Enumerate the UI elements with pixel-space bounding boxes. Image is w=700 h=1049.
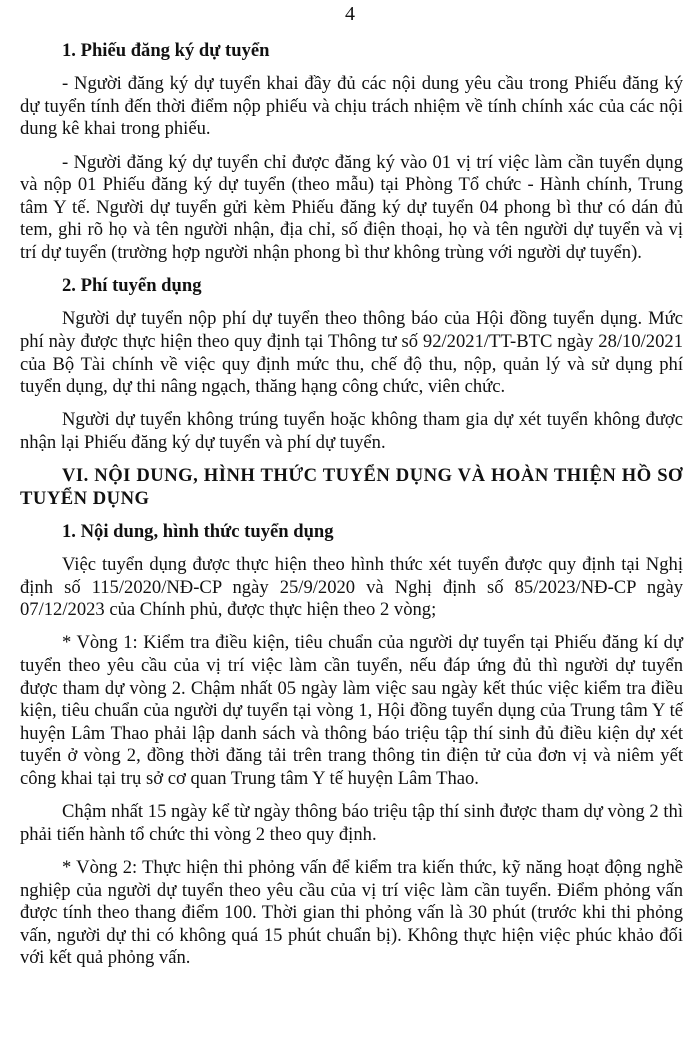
section-heading-recruitment-fee: 2. Phí tuyển dụng	[62, 275, 202, 297]
document-body	[20, 40, 683, 981]
paragraph-round-1: * Vòng 1: Kiểm tra điều kiện, tiêu chuẩn của người dự tuyển tại Phiếu đăng kí dự tuyển theo yêu cầu của vị trí việc làm cần tuyển, nếu đáp ứng đủ thì người dự tuyển được tham dự vòng 2. Chậm nhất 05 ngày làm việc sau ngày kết thúc việc kiểm tra điều kiện, tiêu chuẩn của người dự tuyển tại vòng 1, Hội đồng tuyển dụng của Trung tâm Y tế huyện Lâm Thao phải lập danh sách và thông báo triệu tập thí sinh đủ điều kiện dự xét tuyển ở vòng 2, đồng thời đăng tải trên trang thông tin điện tử của đơn vị và niêm yết công khai tại trụ sở cơ quan Trung tâm Y tế huyện Lâm Thao.	[20, 632, 683, 789]
page-number: 4	[345, 3, 355, 25]
paragraph: - Người đăng ký dự tuyển khai đầy đủ các nội dung yêu cầu trong Phiếu đăng ký dự tuyển tính đến thời điểm nộp phiếu và chịu trách nhiệm về tính chính xác của các nội dung kê khai trong phiếu.	[20, 73, 683, 140]
paragraph: Người dự tuyển nộp phí dự tuyển theo thông báo của Hội đồng tuyển dụng. Mức phí này được thực hiện theo quy định tại Thông tư số 92/2021/TT-BTC ngày 28/10/2021 của Bộ Tài chính về việc quy định mức thu, chế độ thu, nộp, quản lý và sử dụng phí tuyển dụng, dự thi nâng ngạch, thăng hạng công chức, viên chức.	[20, 308, 683, 398]
paragraph: Chậm nhất 15 ngày kể từ ngày thông báo triệu tập thí sinh được tham dự vòng 2 thì phải tiến hành tổ chức thi vòng 2 theo quy định.	[20, 801, 683, 845]
paragraph-round-2: * Vòng 2: Thực hiện thi phỏng vấn để kiểm tra kiến thức, kỹ năng hoạt động nghề nghiệp của người dự tuyển theo yêu cầu của vị trí việc làm cần tuyển. Điểm phỏng vấn được tính theo thang điểm 100. Thời gian thi phỏng vấn là 30 phút (trước khi thi phỏng vấn, người dự thi có không quá 15 phút chuẩn bị). Không thực hiện việc phúc khảo đối với kết quả phỏng vấn.	[20, 856, 683, 969]
section-heading-registration-form: 1. Phiếu đăng ký dự tuyển	[62, 40, 270, 61]
paragraph: Người dự tuyển không trúng tuyển hoặc không tham gia dự xét tuyển không được nhận lại Phiếu đăng ký dự tuyển và phí dự tuyển.	[20, 409, 683, 453]
paragraph: Việc tuyển dụng được thực hiện theo hình thức xét tuyển được quy định tại Nghị định số 115/2020/NĐ-CP ngày 25/9/2020 và Nghị định số 85/2023/NĐ-CP ngày 07/12/2023 của Chính phủ, được thực hiện theo 2 vòng;	[20, 554, 683, 621]
chapter-heading-vi: VI. NỘI DUNG, HÌNH THỨC TUYỂN DỤNG VÀ HOÀN THIỆN HỒ SƠ TUYỂN DỤNG	[20, 465, 683, 509]
paragraph: - Người đăng ký dự tuyển chỉ được đăng ký vào 01 vị trí việc làm cần tuyển dụng và nộp 01 Phiếu đăng ký dự tuyển (theo mẫu) tại Phòng Tổ chức - Hành chính, Trung tâm Y tế. Người dự tuyển gửi kèm Phiếu đăng ký dự tuyển 04 phong bì thư có dán đủ tem, ghi rõ họ và tên người nhận, địa chỉ, số điện thoại, họ và tên người dự tuyển và vị trí dự tuyển (trường hợp người nhận phong bì thư không trùng với người dự tuyển).	[20, 151, 683, 263]
section-heading-content-form: 1. Nội dung, hình thức tuyển dụng	[62, 520, 334, 542]
